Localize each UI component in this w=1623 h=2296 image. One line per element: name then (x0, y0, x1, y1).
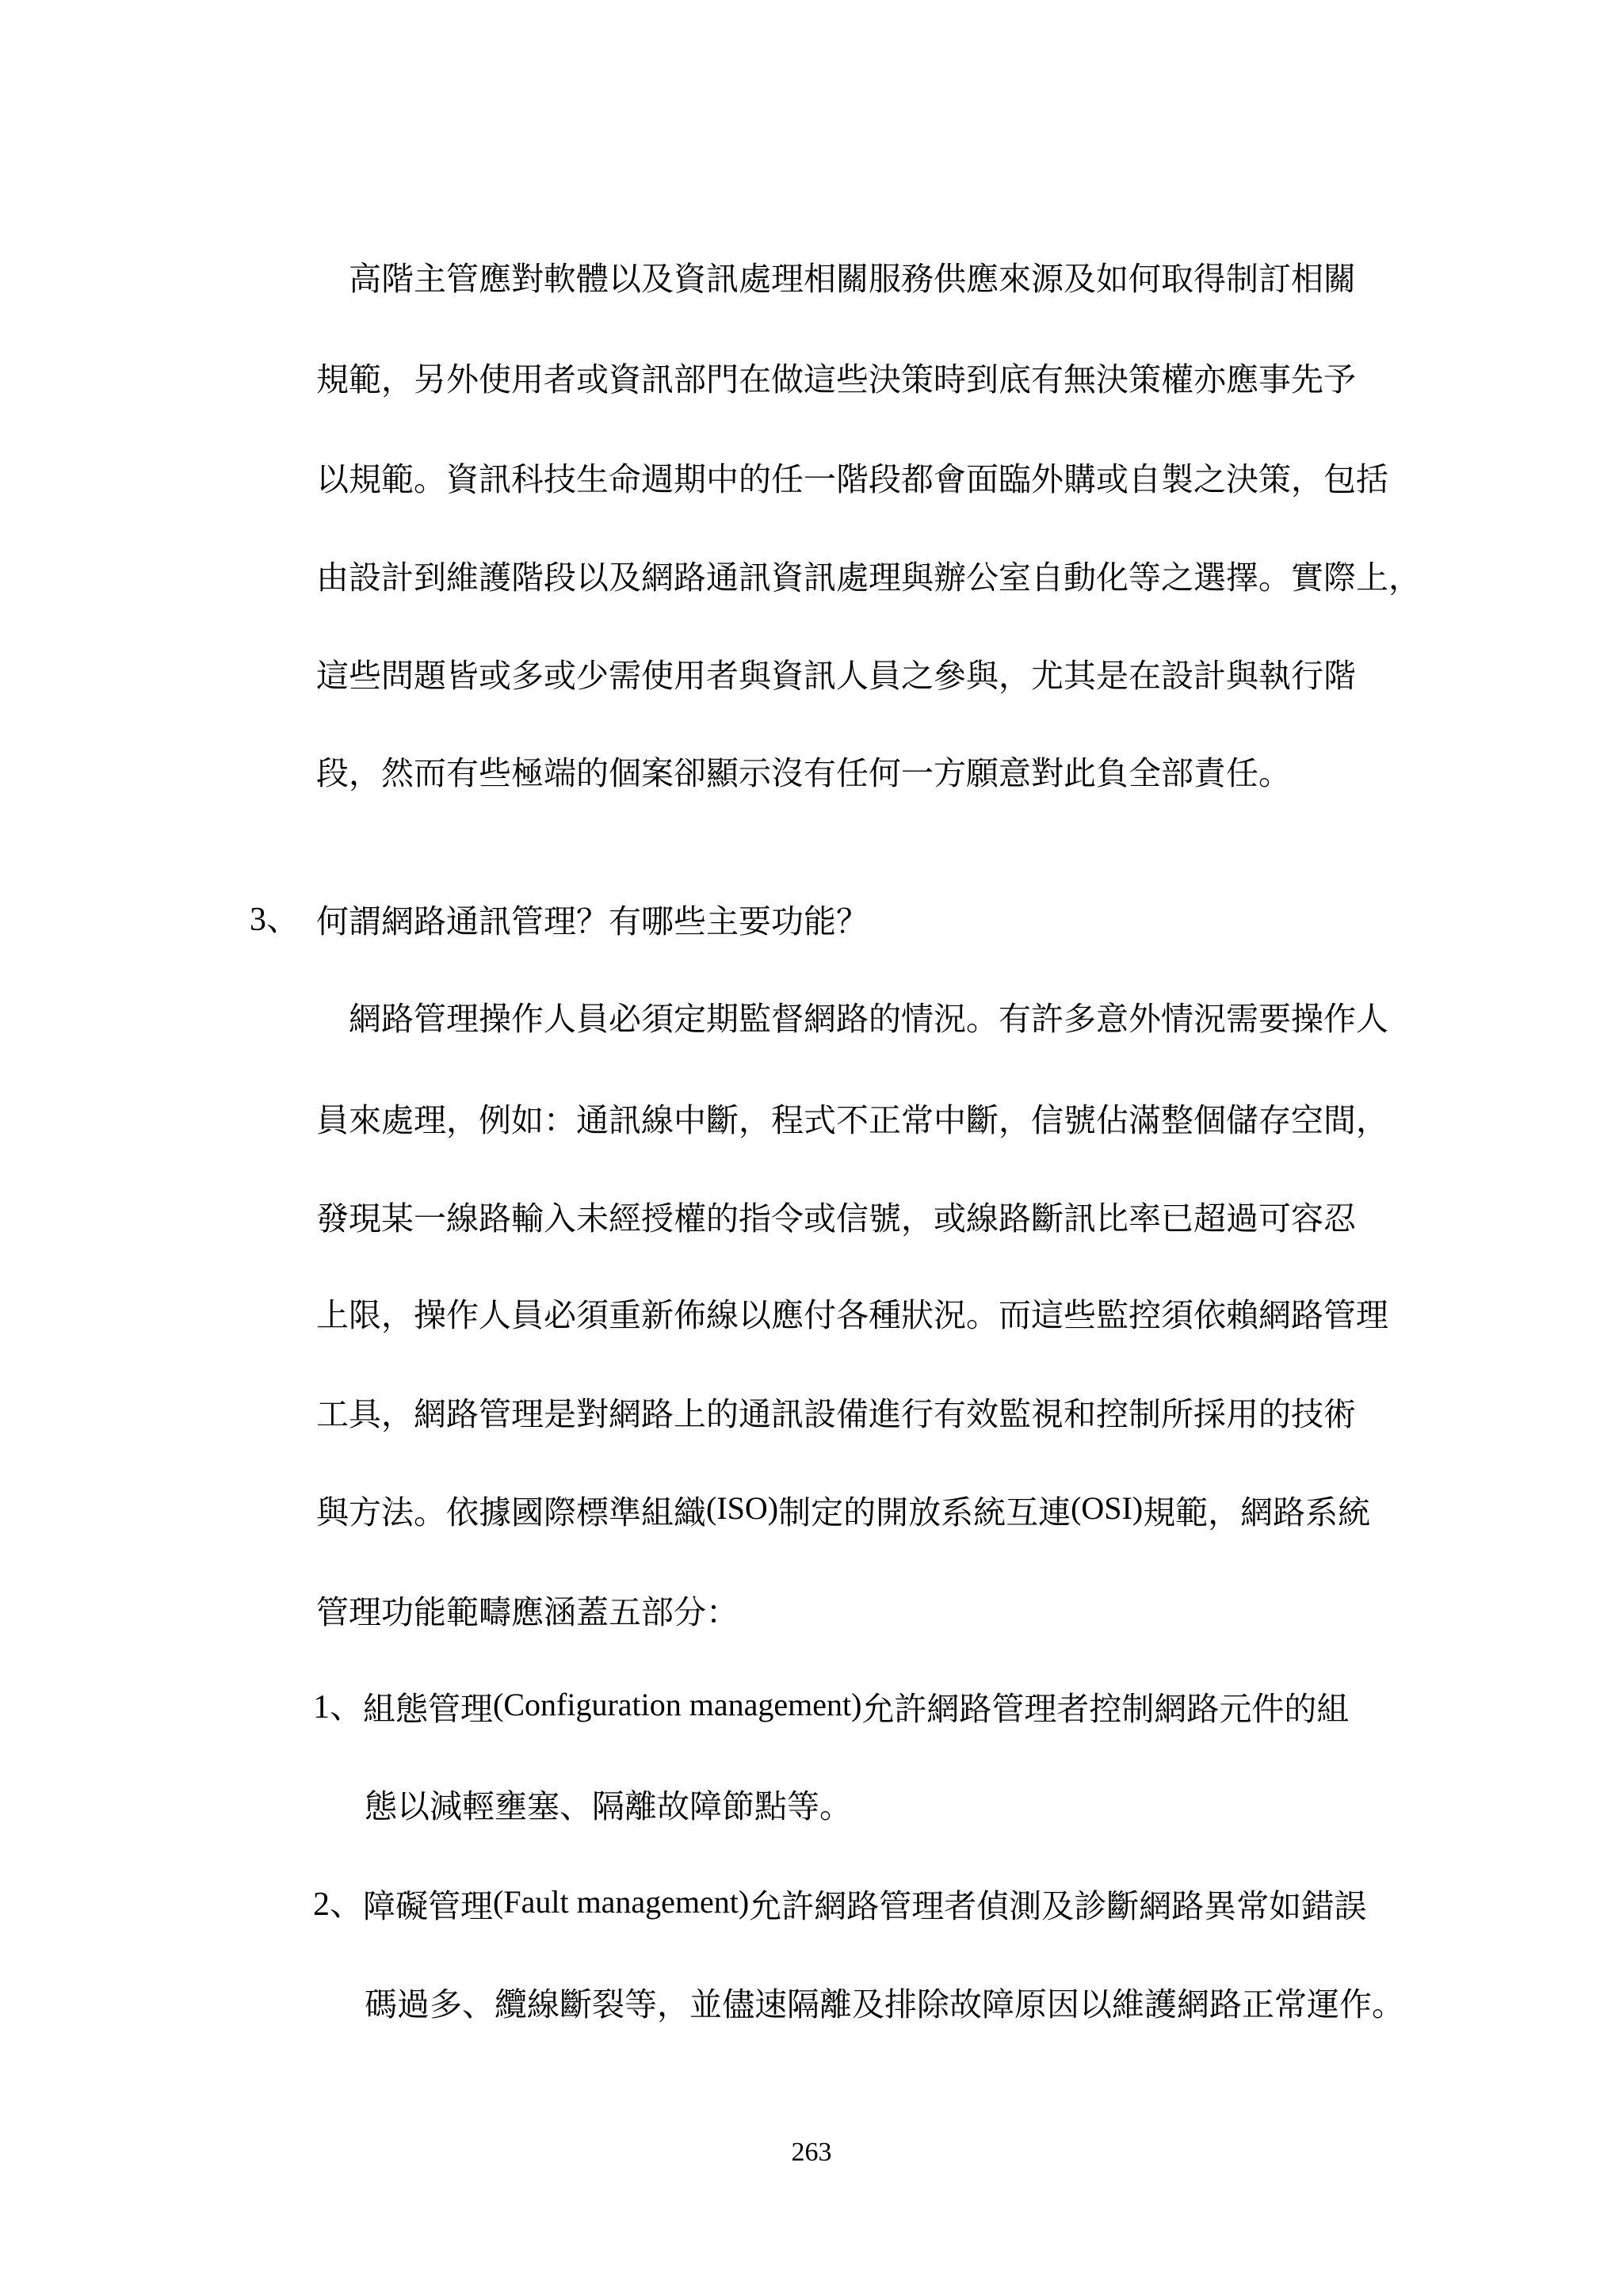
paragraph-2-line-2 (316, 1097, 1388, 1144)
osi-abbreviation: (OSI) (1071, 1490, 1144, 1526)
paragraph-2-line-4 (316, 1291, 1388, 1339)
paragraph-1-line-4-text: 由設計到維護階段以及網路通訊資訊處理與辦公室自動化等之選擇。實際上， (316, 559, 1421, 597)
standards-line-between: 制定的開放系統互連 (778, 1493, 1071, 1531)
standards-line-after-osi: 規範，網路系統 (1143, 1493, 1371, 1531)
paragraph-1-line-3-text: 以規範。資訊科技生命週期中的任一階段都會面臨外購或自製之決策，包括 (316, 460, 1388, 498)
function-item-1-english: (Configuration management) (493, 1687, 862, 1722)
paragraph-2-line-5 (316, 1390, 1356, 1438)
paragraph-1-line-6-text: 段，然而有些極端的個案卻顯示沒有任何一方願意對此負全部責任。 (316, 754, 1291, 792)
standards-line-before-iso: 與方法。依據國際標準組織 (316, 1493, 706, 1531)
paragraph-2-line-3-text: 發現某一線路輸入未經授權的指令或信號，或線路斷訊比率已超過可容忍 (316, 1199, 1356, 1238)
question-number (250, 898, 300, 945)
paragraph-1-line-6 (316, 749, 1291, 797)
paragraph-1-line-5-text: 這些問題皆或多或少需使用者與資訊人員之參與，尤其是在設計與執行階 (316, 657, 1356, 695)
function-item-1-line-2 (365, 1783, 852, 1830)
function-item-2-english: (Fault management) (493, 1884, 750, 1920)
paragraph-2-line-3 (316, 1195, 1356, 1242)
paragraph-1-line-3 (316, 456, 1388, 503)
function-item-2-line-2 (365, 1981, 1404, 2028)
paragraph-2-closing-line (316, 1589, 739, 1636)
function-item-2-continuation: 碼過多、纜線斷裂等，並儘速隔離及排除故障原因以維護網路正常運作。 (365, 1985, 1404, 2023)
paragraph-2-line-2-text: 員來處理，例如：通訊線中斷，程式不正常中斷，信號佔滿整個儲存空間， (316, 1101, 1388, 1139)
function-item-1-continuation: 態以減輕壅塞、隔離故障節點等。 (365, 1787, 852, 1825)
paragraph-1-line-2-text: 規範，另外使用者或資訊部門在做這些決策時到底有無決策權亦應事先予 (316, 360, 1356, 399)
paragraph-2-line-4-text: 上限，操作人員必須重新佈線以應付各種狀況。而這些監控須依賴網路管理 (316, 1296, 1388, 1334)
function-item-2-term: 障礙管理 (363, 1887, 494, 1925)
question-number-text: 3、 (250, 902, 300, 938)
paragraph-1-line-5 (316, 652, 1356, 700)
paragraph-1-line-2 (316, 356, 1356, 403)
paragraph-1-line-1 (349, 255, 1356, 303)
paragraph-2-line-1-text: 網路管理操作人員必須定期監督網路的情況。有許多意外情況需要操作人 (349, 1000, 1388, 1038)
function-item-2-line-1 (313, 1882, 1366, 1930)
paragraph-2-line-1 (349, 995, 1388, 1043)
paragraph-1-line-1-text: 高階主管應對軟體以及資訊處理相關服務供應來源及如何取得制訂相關 (349, 260, 1356, 298)
paragraph-2-standards-line (316, 1489, 1370, 1536)
function-item-2-description: 允許網路管理者偵測及診斷網路異常如錯誤 (749, 1887, 1367, 1925)
function-item-1-number: 1、 (313, 1689, 364, 1726)
paragraph-2-closing-text: 管理功能範疇應涵蓋五部分： (316, 1593, 739, 1631)
function-item-1-line-1 (313, 1685, 1349, 1733)
function-item-1-description: 允許網路管理者控制網路元件的組 (861, 1690, 1350, 1728)
question-text-line (316, 898, 869, 945)
iso-abbreviation: (ISO) (706, 1490, 779, 1526)
paragraph-2-line-5-text: 工具，網路管理是對網路上的通訊設備進行有效監視和控制所採用的技術 (316, 1395, 1356, 1433)
question-text: 何謂網路通訊管理？有哪些主要功能？ (316, 902, 869, 940)
paragraph-1-line-4 (316, 554, 1421, 601)
function-item-2-number: 2、 (313, 1886, 364, 1923)
function-item-1-term: 組態管理 (363, 1690, 494, 1728)
page-number: 263 (791, 2138, 832, 2167)
